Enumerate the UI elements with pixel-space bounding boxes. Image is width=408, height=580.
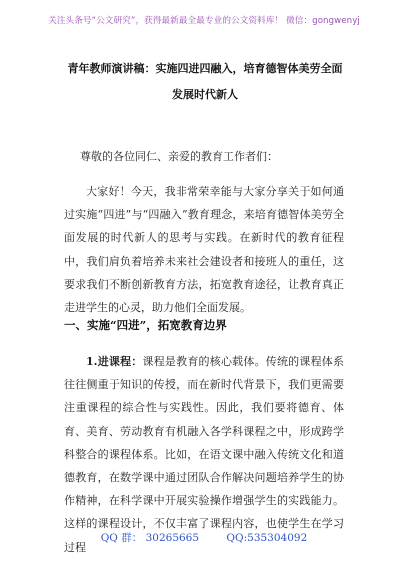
paragraph-lead: 1.进课程： (86, 355, 143, 368)
paragraph-body: 课程是教育的核心载体。传统的课程体系往往侧重于知识的传授，而在新时代背景下，我们更需要注重课程的综合性与实践性。因此，我们要将德育、体育、美育、劳动教育有机融入各学科课程之中，形成跨学科整合的课程体系。比如，在语文课中融入传统文化和道德教育，在数学课中通过团队合作解决问题培养学生的协作精神，在科学课中开展实验操作增强学生的实践能力。这样的课程设计，不仅丰富了课程内容，也使学生在学习过程 (64, 355, 345, 554)
title-line-1: 青年教师演讲稿：实施四进四融入，培育德智体美劳全面 (67, 62, 343, 75)
paragraph-courses (64, 350, 344, 559)
footer-qq-group: QQ 群： 30265665 (100, 532, 200, 544)
document-title (60, 56, 350, 108)
paragraph-intro: 大家好！今天，我非常荣幸能与大家分享关于如何通过实施“四进”与“四融入”教育理念，来培育德智体美劳全面发展的时代新人的思考与实践。在新时代的教育征程中，我们肩负着培养未来社会建设者和接班人的重任，这要求我们不断创新教育方法，拓宽教育途径，让教育真正走进学生的心灵，助力他们全面发展。 (64, 185, 344, 315)
footer-contact (0, 530, 408, 545)
title-line-2: 发展时代新人 (172, 88, 238, 101)
section-heading-1: 一、实施“四进”，拓宽教育边界 (64, 318, 227, 332)
header-banner: 关注头条号“公文研究”，获得最新最全最专业的公文资料库！ 微信：gongwenyj (48, 16, 360, 26)
salutation: 尊敬的各位同仁、亲爱的教育工作者们： (80, 150, 278, 163)
footer-qq: QQ:535304092 (226, 532, 308, 544)
